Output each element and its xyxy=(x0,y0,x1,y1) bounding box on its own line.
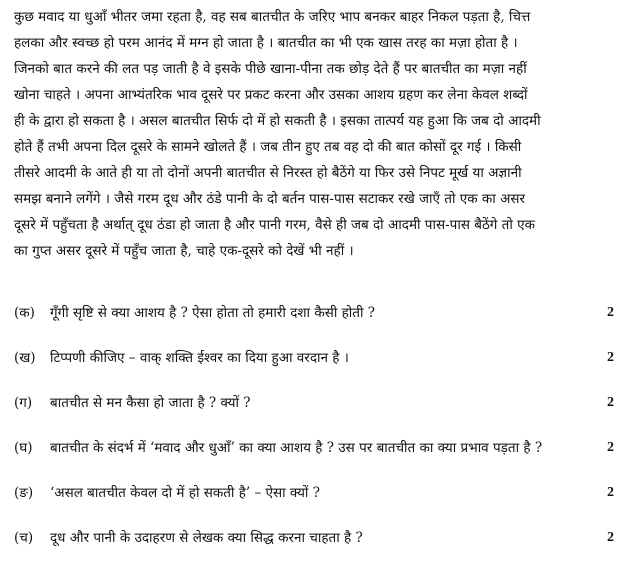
question-marks: 2 xyxy=(607,305,614,320)
question-marks: 2 xyxy=(607,440,614,455)
question-number: (च) xyxy=(14,530,34,546)
question-item xyxy=(14,300,614,345)
passage-line: हलका और स्वच्छ हो परम आनंद में मग्न हो जाता है । बातचीत का भी एक खास तरह का मज़ा होता है । xyxy=(14,35,518,51)
question-marks: 2 xyxy=(607,350,614,365)
question-number: (ख) xyxy=(14,350,36,366)
question-item xyxy=(14,390,614,435)
question-number: (ङ) xyxy=(14,485,34,501)
question-number: (क) xyxy=(14,305,35,321)
question-text: टिप्पणी कीजिए – वाक् शक्ति ईश्वर का दिया हुआ वरदान है । xyxy=(50,350,349,366)
question-number: (ग) xyxy=(14,395,33,411)
question-text: बातचीत के संदर्भ में ‘मवाद और धुआँ’ का क्या आशय है ? उस पर बातचीत का क्या प्रभाव पड़ता है ? xyxy=(50,440,543,456)
question-marks: 2 xyxy=(607,395,614,410)
question-text: गूँगी सृष्टि से क्या आशय है ? ऐसा होता तो हमारी दशा कैसी होती ? xyxy=(50,305,375,321)
question-item xyxy=(14,435,614,480)
passage xyxy=(14,4,618,264)
question-item xyxy=(14,480,614,525)
passage-line: कुछ मवाद या धुआँ भीतर जमा रहता है, वह सब बातचीत के जरिए भाप बनकर बाहर निकल पड़ता है, चित्त xyxy=(14,9,531,25)
question-text: दूध और पानी के उदाहरण से लेखक क्या सिद्ध करना चाहता है ? xyxy=(50,530,363,546)
question-number: (घ) xyxy=(14,440,33,456)
question-marks: 2 xyxy=(607,530,614,545)
passage-line: ही के द्वारा हो सकता है । असल बातचीत सिर्फ दो में हो सकती है । इसका तात्पर्य यह हुआ कि जब दो आदमी xyxy=(14,113,541,129)
question-text: बातचीत से मन कैसा हो जाता है ? क्यों ? xyxy=(50,395,251,411)
passage-line: होते हैं तभी अपना दिल दूसरे के सामने खोलते हैं । जब तीन हुए तब वह दो की बात कोसों दूर गई । किसी xyxy=(14,139,522,155)
passage-line: जिनको बात करने की लत पड़ जाती है वे इसके पीछे खाना-पीना तक छोड़ देते हैं पर बातचीत का मज़ा नहीं xyxy=(14,61,527,77)
question-item xyxy=(14,345,614,390)
passage-line: खोना चाहते । अपना आभ्यंतरिक भाव दूसरे पर प्रकट करना और उसका आशय ग्रहण कर लेना केवल शब्दों xyxy=(14,87,528,103)
passage-line: समझ बनाने लगेंगे । जैसे गरम दूध और ठंडे पानी के दो बर्तन पास-पास सटाकर रखे जाएँ तो एक का असर xyxy=(14,191,526,207)
passage-line: का गुप्त असर दूसरे में पहुँच जाता है, चाहे एक-दूसरे को देखें भी नहीं । xyxy=(14,243,354,259)
question-text: ‘असल बातचीत केवल दो में हो सकती है’ – ऐसा क्यों ? xyxy=(50,485,320,501)
question-list xyxy=(14,300,614,570)
question-item xyxy=(14,525,614,570)
passage-line: तीसरे आदमी के आते ही या तो दोनों अपनी बातचीत से निरस्त हो बैठेंगे या फिर उसे निपट मूर्ख या अज्ञानी xyxy=(14,165,522,181)
question-marks: 2 xyxy=(607,485,614,500)
passage-line: दूसरे में पहुँचता है अर्थात् दूध ठंडा हो जाता है और पानी गरम, वैसे ही जब दो आदमी पास-पास बैठेंगे तो एक xyxy=(14,217,535,233)
